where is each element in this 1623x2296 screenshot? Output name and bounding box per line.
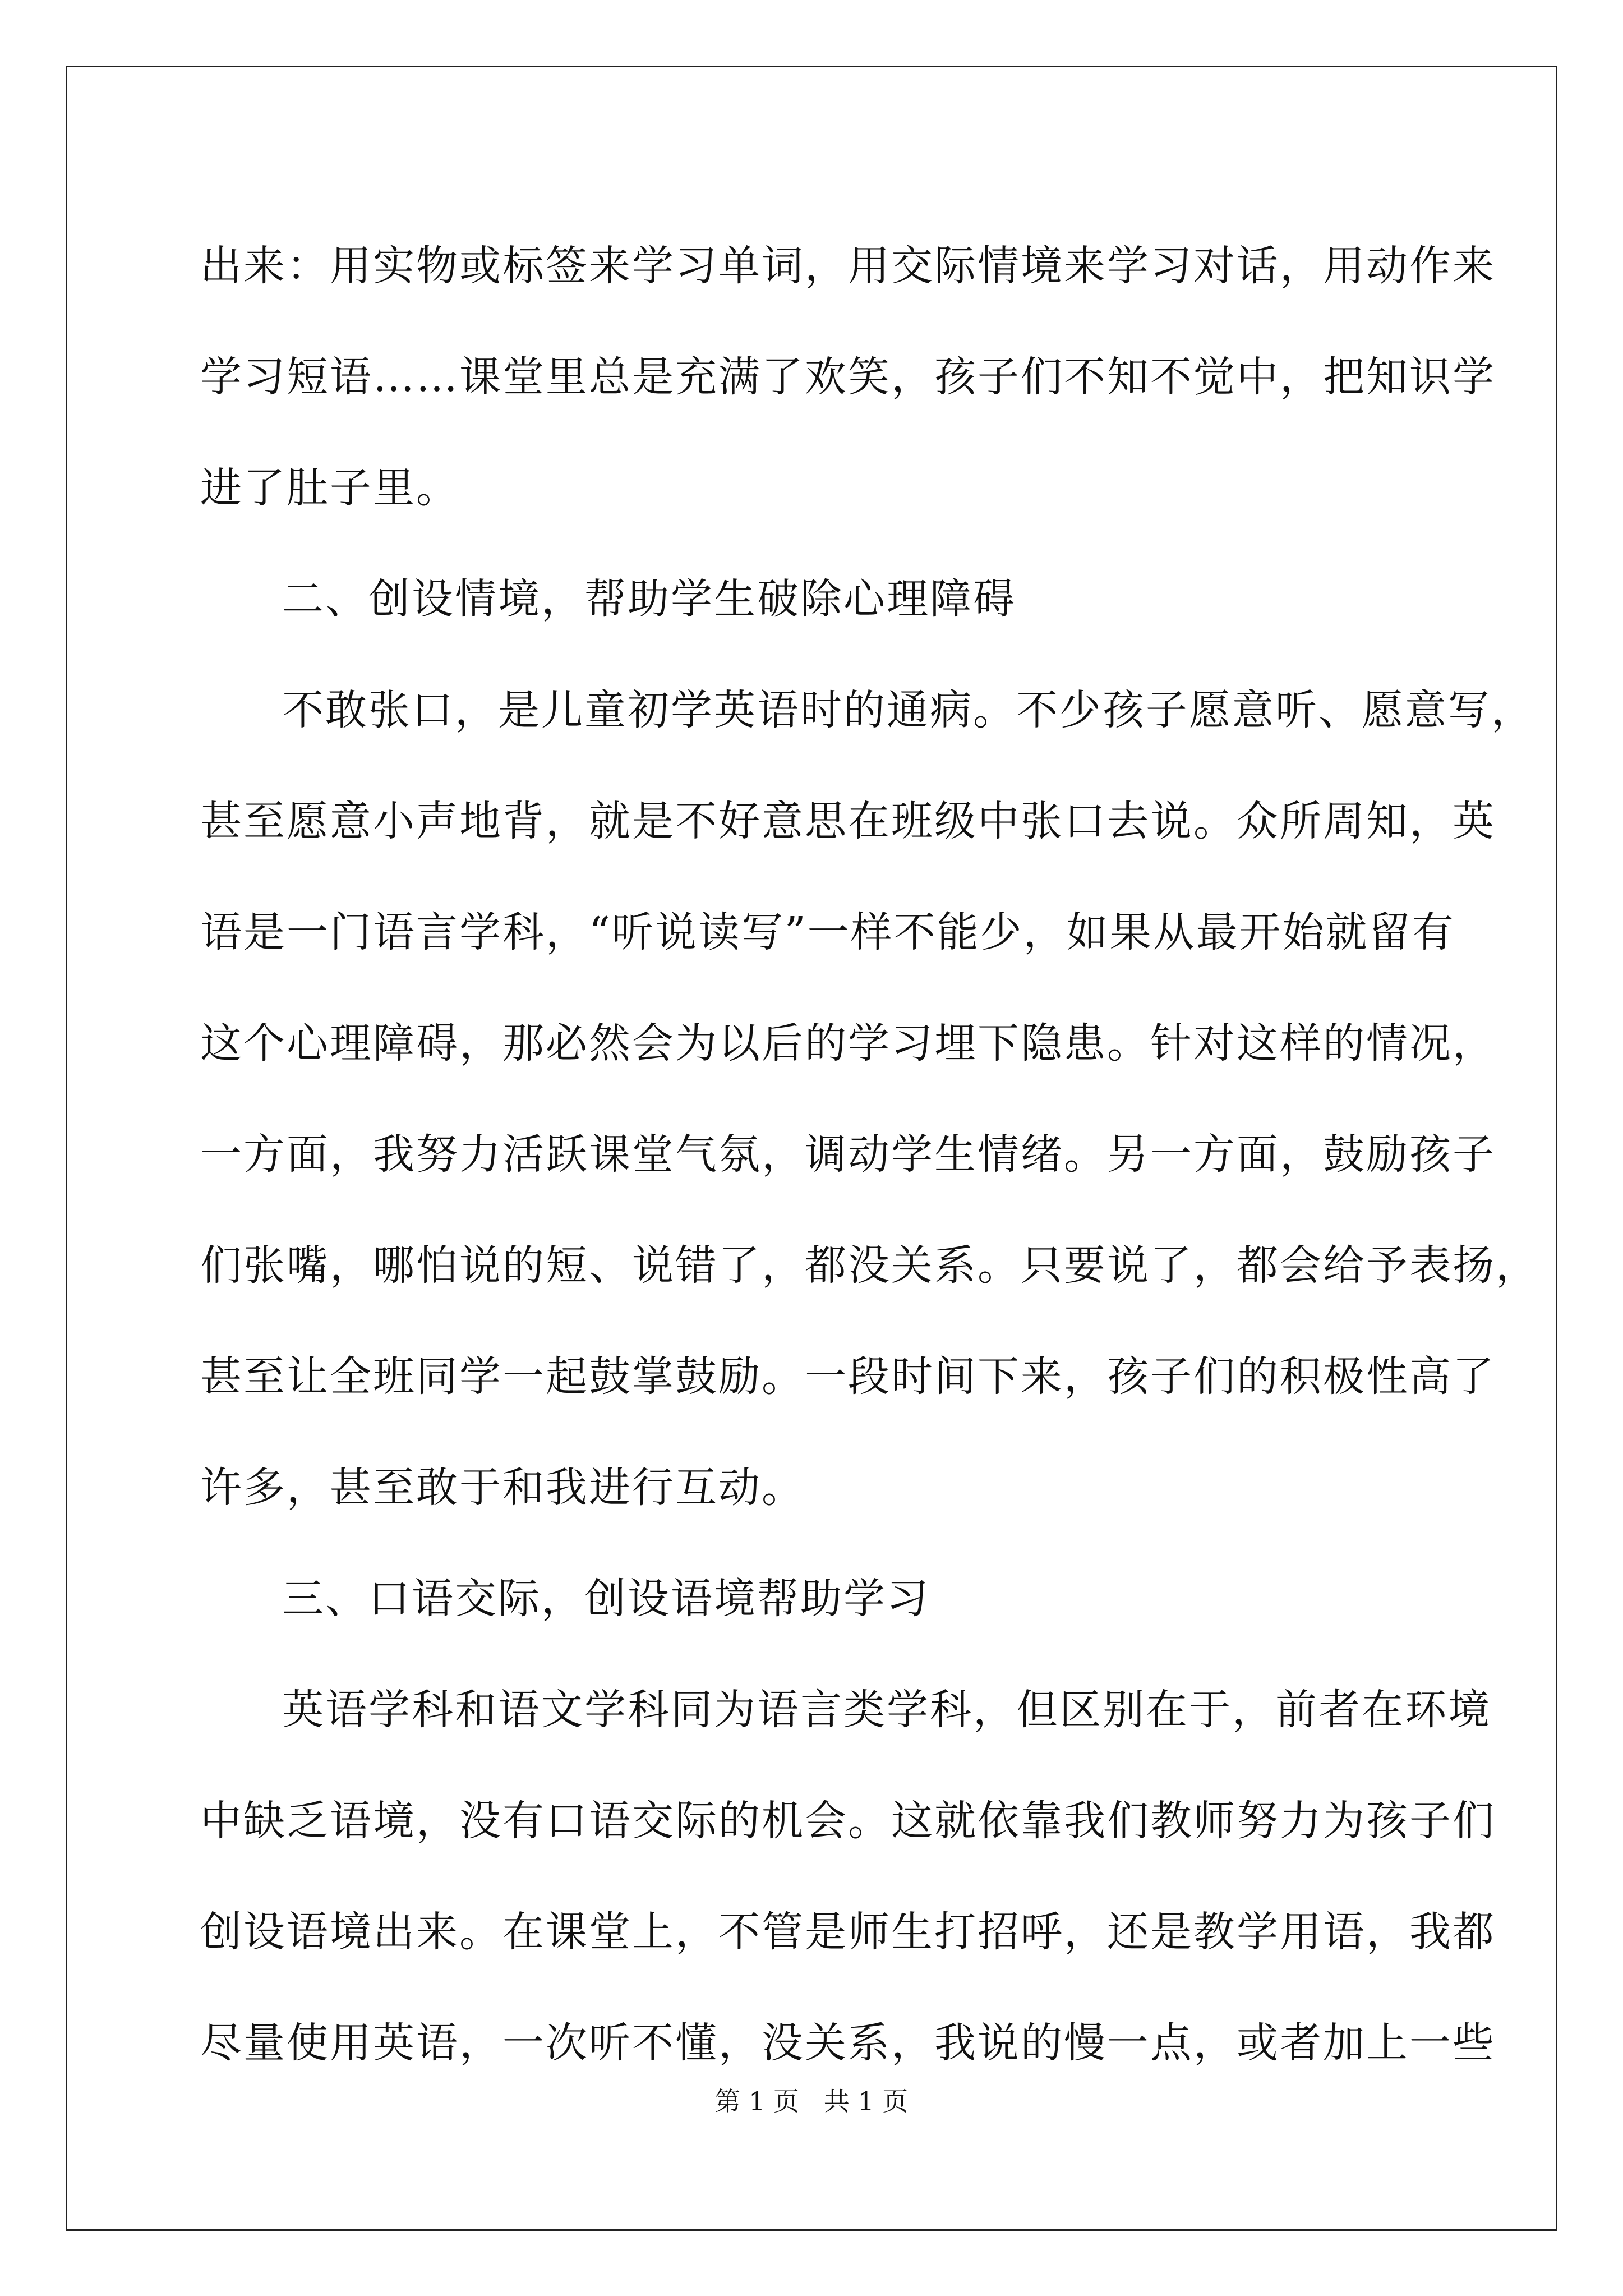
text-line: 进了肚子里。 — [200, 464, 459, 512]
text-line: 学习短语……课堂里总是充满了欢笑，孩子们不知不觉中，把知识学 — [200, 353, 1496, 401]
text-line: 出来：用实物或标签来学习单词，用交际情境来学习对话，用动作来 — [200, 242, 1496, 290]
text-line: 创设语境出来。在课堂上，不管是师生打招呼，还是教学用语，我都 — [200, 1908, 1496, 1956]
text-line: 尽量使用英语，一次听不懂，没关系，我说的慢一点，或者加上一些 — [200, 2019, 1496, 2067]
text-line: 甚至让全班同学一起鼓掌鼓励。一段时间下来，孩子们的积极性高了 — [200, 1352, 1496, 1401]
section-heading: 三、口语交际，创设语境帮助学习 — [282, 1575, 930, 1623]
text-line: 一方面，我努力活跃课堂气氛，调动学生情绪。另一方面，鼓励孩子 — [200, 1130, 1496, 1179]
text-line: 语是一门语言学科，“听说读写”一样不能少，如果从最开始就留有 — [200, 908, 1455, 956]
text-line: 甚至愿意小声地背，就是不好意思在班级中张口去说。众所周知，英 — [200, 797, 1496, 845]
text-line: 许多，甚至敢于和我进行互动。 — [200, 1464, 805, 1512]
section-heading: 二、创设情境，帮助学生破除心理障碍 — [282, 575, 1016, 623]
paragraph-start-line: 不敢张口，是儿童初学英语时的通病。不少孩子愿意听、愿意写， — [282, 686, 1534, 734]
text-line: 中缺乏语境，没有口语交际的机会。这就依靠我们教师努力为孩子们 — [200, 1797, 1496, 1845]
document-body — [200, 210, 1539, 2099]
text-line: 们张嘴，哪怕说的短、说错了，都没关系。只要说了，都会给予表扬， — [200, 1241, 1539, 1290]
page-number-footer: 第 1 页 共 1 页 — [714, 2086, 909, 2116]
paragraph-start-line: 英语学科和语文学科同为语言类学科，但区别在于，前者在环境 — [282, 1686, 1491, 1734]
text-line: 这个心理障碍，那必然会为以后的学习埋下隐患。针对这样的情况， — [200, 1019, 1496, 1068]
